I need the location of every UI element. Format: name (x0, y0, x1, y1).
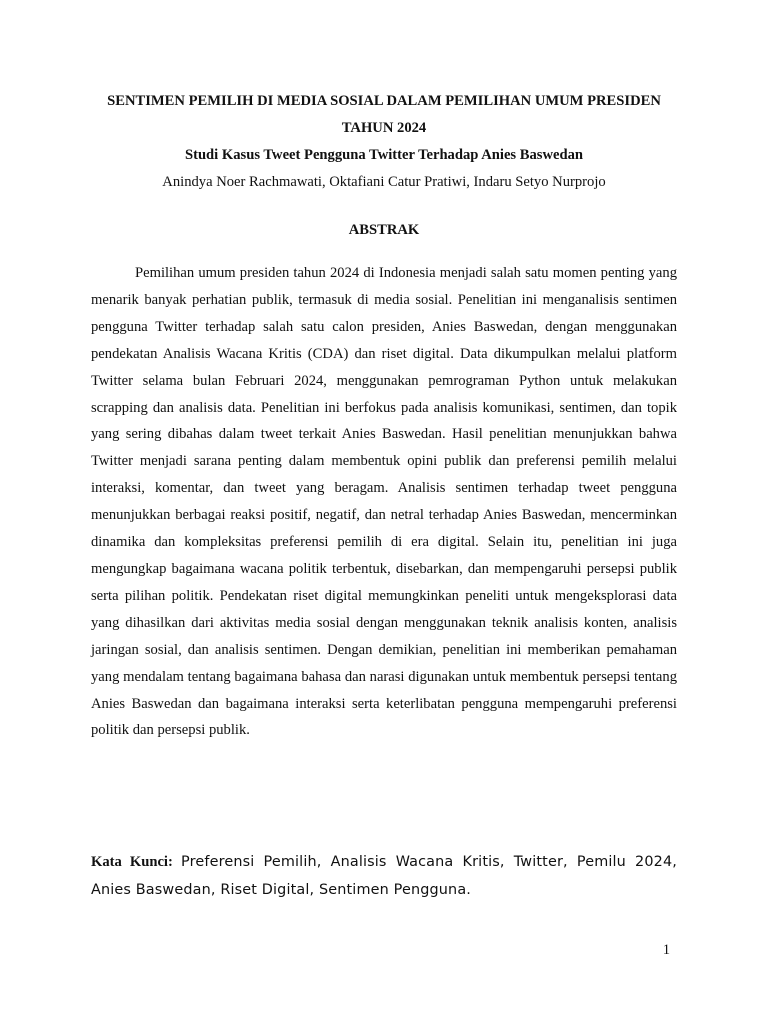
keywords (91, 848, 677, 904)
paper-title-line-2: TAHUN 2024 (341, 120, 427, 136)
keywords-text: Preferensi Pemilih, Analisis Wacana Kritis, Twitter, Pemilu 2024, Anies Baswedan, Riset Digital, Sentimen Pengguna. (91, 854, 678, 898)
page-number: 1 (662, 942, 670, 958)
paper-title-line-1: SENTIMEN PEMILIH DI MEDIA SOSIAL DALAM PEMILIHAN UMUM PRESIDEN (107, 93, 661, 109)
paper-authors: Anindya Noer Rachmawati, Oktafiani Catur Pratiwi, Indaru Setyo Nurprojo (162, 174, 606, 190)
keywords-label: Kata Kunci: (91, 854, 173, 870)
paper-subtitle: Studi Kasus Tweet Pengguna Twitter Terhadap Anies Baswedan (184, 147, 584, 163)
document-page (91, 88, 677, 744)
abstract-heading: ABSTRAK (348, 222, 420, 238)
abstract-body: Pemilihan umum presiden tahun 2024 di Indonesia menjadi salah satu momen penting yang menarik banyak perhatian publik, termasuk di media sosial. Penelitian ini menganalisis sentimen pengguna Twitter terhadap salah satu calon presiden, Anies Baswedan, dengan menggunakan pendekatan Analisis Wacana Kritis (CDA) dan riset digital. Data dikumpulkan melalui platform Twitter selama bulan Februari 2024, menggunakan pemrograman Python untuk melakukan scrapping dan analisis data. Penelitian ini berfokus pada analisis komunikasi, sentimen, dan topik yang sering dibahas dalam tweet terkait Anies Baswedan. Hasil penelitian menunjukkan bahwa Twitter menjadi sarana penting dalam membentuk opini publik dan preferensi pemilih melalui interaksi, komentar, dan tweet yang beragam. Analisis sentimen terhadap tweet pengguna menunjukkan berbagai reaksi positif, negatif, dan netral terhadap Anies Baswedan, mencerminkan dinamika dan kompleksitas preferensi pemilih di era digital. Selain itu, penelitian ini juga mengungkap bagaimana wacana politik terbentuk, disebarkan, dan mempengaruhi persepsi publik serta pilihan politik. Pendekatan riset digital memungkinkan peneliti untuk mengeksplorasi data yang dihasilkan dari aktivitas media sosial dengan menggunakan teknik analisis konten, analisis jaringan sosial, dan analisis sentimen. Dengan demikian, penelitian ini memberikan pemahaman yang mendalam tentang bagaimana bahasa dan narasi digunakan untuk membentuk persepsi tentang Anies Baswedan dan bagaimana interaksi serta keterlibatan pengguna mempengaruhi preferensi politik dan persepsi publik. (91, 265, 677, 739)
